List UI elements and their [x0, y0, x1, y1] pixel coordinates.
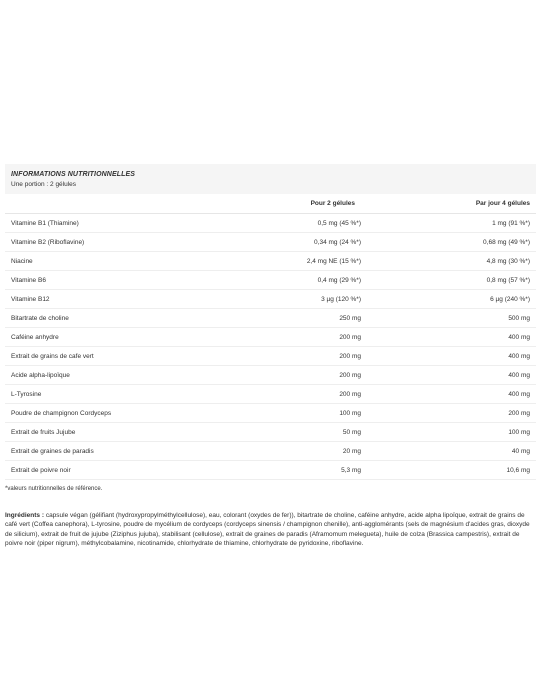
- ingredients-paragraph: [5, 511, 536, 548]
- ingredients-text: capsule végan (gélifiant (hydroxypropylméthylcellulose), eau, colorant (oxydes de fer)), bitartrate de choline, caféine anhydre, acide alpha lipoïque, extrait de grains de café vert (Coffea canephora), L-tyrosine, poudre de mycélium de cordyceps (cordyceps sinensis / champignon chenille), anti-agglomérants (sels de magnésium d'acides gras, dioxyde de silicium), extrait de fruit de jujube (Ziziphus jujuba), stabilisant (cellulose), extrait de graines de paradis (Aframomum melegueta), huile de colza (Brassica campestris), extrait de poivre noir (piper nigrum), méthylcobalamine, nicotinamide, chlorhydrate de thiamine, chlorhydrate de pyridoxine, riboflavine.: [5, 512, 530, 547]
- table-header-row: [5, 194, 536, 214]
- table-row: [5, 442, 536, 461]
- value-per-day: 200 mg: [361, 404, 536, 423]
- footnote: *valeurs nutritionnelles de référence.: [5, 486, 103, 492]
- value-per-2-capsules: 200 mg: [255, 328, 361, 347]
- value-per-day: 400 mg: [361, 328, 536, 347]
- nutrition-panel: [5, 164, 536, 548]
- column-header: Pour 2 gélules: [255, 194, 361, 214]
- nutrient-name: Extrait de poivre noir: [5, 461, 255, 480]
- nutrient-name: Niacine: [5, 252, 255, 271]
- value-per-2-capsules: 5,3 mg: [255, 461, 361, 480]
- table-row: [5, 233, 536, 252]
- nutrient-name: L-Tyrosine: [5, 385, 255, 404]
- value-per-day: 40 mg: [361, 442, 536, 461]
- table-row: [5, 328, 536, 347]
- column-header: [5, 194, 255, 214]
- nutrient-name: Vitamine B12: [5, 290, 255, 309]
- value-per-2-capsules: 3 µg (120 %*): [255, 290, 361, 309]
- nutrient-name: Poudre de champignon Cordyceps: [5, 404, 255, 423]
- table-row: [5, 309, 536, 328]
- nutrient-name: Extrait de graines de paradis: [5, 442, 255, 461]
- table-row: [5, 366, 536, 385]
- value-per-2-capsules: 50 mg: [255, 423, 361, 442]
- nutrient-name: Bitartrate de choline: [5, 309, 255, 328]
- table-row: [5, 423, 536, 442]
- value-per-day: 1 mg (91 %*): [361, 214, 536, 233]
- value-per-day: 400 mg: [361, 385, 536, 404]
- nutrition-table: [5, 194, 536, 480]
- value-per-day: 0,8 mg (57 %*): [361, 271, 536, 290]
- value-per-day: 0,68 mg (49 %*): [361, 233, 536, 252]
- nutrient-name: Vitamine B6: [5, 271, 255, 290]
- table-row: [5, 252, 536, 271]
- value-per-2-capsules: 2,4 mg NE (15 %*): [255, 252, 361, 271]
- value-per-day: 500 mg: [361, 309, 536, 328]
- value-per-2-capsules: 0,34 mg (24 %*): [255, 233, 361, 252]
- value-per-2-capsules: 200 mg: [255, 385, 361, 404]
- ingredients-label: Ingrédients :: [5, 512, 45, 519]
- value-per-day: 6 µg (240 %*): [361, 290, 536, 309]
- nutrition-header: [5, 164, 536, 194]
- value-per-2-capsules: 20 mg: [255, 442, 361, 461]
- table-row: [5, 385, 536, 404]
- value-per-2-capsules: 200 mg: [255, 366, 361, 385]
- value-per-day: 400 mg: [361, 347, 536, 366]
- nutrient-name: Extrait de grains de cafe vert: [5, 347, 255, 366]
- nutrient-name: Vitamine B1 (Thiamine): [5, 214, 255, 233]
- value-per-2-capsules: 200 mg: [255, 347, 361, 366]
- nutrient-name: Extrait de fruits Jujube: [5, 423, 255, 442]
- value-per-day: 10,6 mg: [361, 461, 536, 480]
- value-per-day: 4,8 mg (30 %*): [361, 252, 536, 271]
- portion-text: Une portion : 2 gélules: [11, 181, 77, 188]
- column-header: Par jour 4 gélules: [361, 194, 536, 214]
- value-per-day: 400 mg: [361, 366, 536, 385]
- value-per-2-capsules: 0,5 mg (45 %*): [255, 214, 361, 233]
- nutrient-name: Acide alpha-lipoïque: [5, 366, 255, 385]
- table-row: [5, 347, 536, 366]
- table-row: [5, 271, 536, 290]
- table-row: [5, 404, 536, 423]
- value-per-day: 100 mg: [361, 423, 536, 442]
- value-per-2-capsules: 0,4 mg (29 %*): [255, 271, 361, 290]
- nutrient-name: Caféine anhydre: [5, 328, 255, 347]
- value-per-2-capsules: 100 mg: [255, 404, 361, 423]
- nutrition-title: INFORMATIONS NUTRITIONNELLES: [11, 171, 135, 178]
- table-row: [5, 290, 536, 309]
- table-row: [5, 461, 536, 480]
- value-per-2-capsules: 250 mg: [255, 309, 361, 328]
- nutrient-name: Vitamine B2 (Riboflavine): [5, 233, 255, 252]
- table-row: [5, 214, 536, 233]
